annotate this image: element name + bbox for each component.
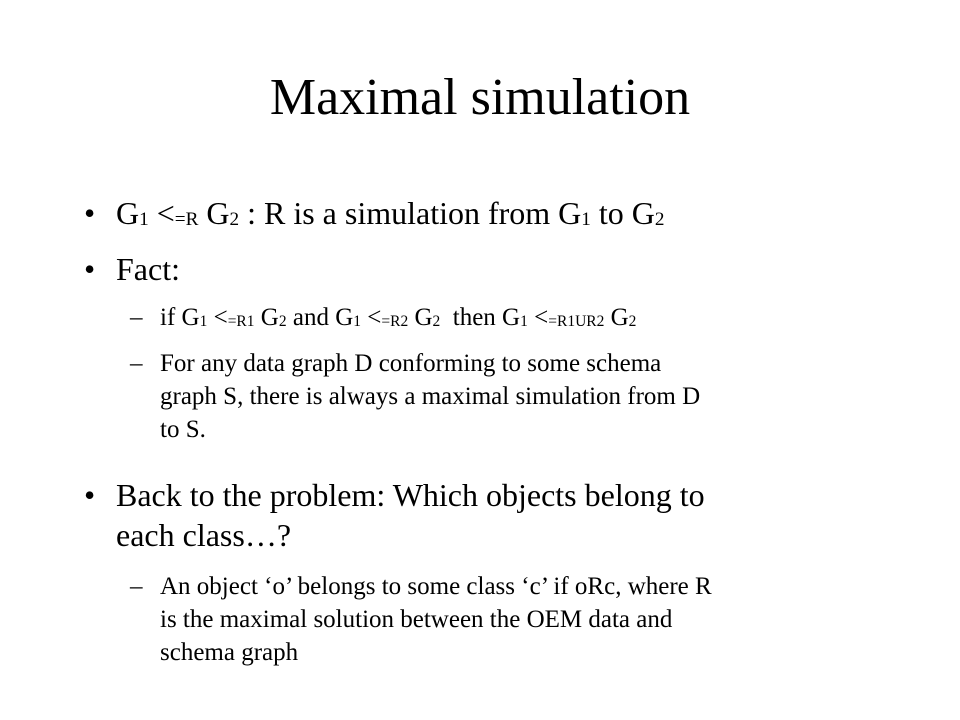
subscript: 2	[654, 208, 665, 230]
subscript: 2	[278, 312, 287, 330]
slide-title: Maximal simulation	[269, 69, 691, 126]
sub-bullet-object-class	[130, 570, 890, 669]
bullet-marker: •	[84, 477, 96, 513]
text-run: G	[116, 195, 140, 231]
text-run: G	[198, 195, 230, 231]
subscript: 1	[520, 312, 528, 330]
dash-marker: –	[130, 304, 143, 331]
text-run: : R is a simulation from G	[239, 195, 582, 231]
text-line: to S.	[160, 416, 206, 443]
subscript: 1	[581, 208, 591, 230]
text-run: <	[207, 304, 228, 331]
subscript: 1	[139, 208, 149, 230]
text-line: Back to the problem: Which objects belong to	[116, 477, 705, 513]
text-run: G	[254, 304, 279, 331]
text-line: each class…?	[116, 517, 292, 553]
text-run: to G	[590, 195, 655, 231]
subscript: =R	[174, 208, 199, 230]
text-line: For any data graph D conforming to some schema	[160, 350, 662, 377]
bullet-simulation-definition	[84, 193, 896, 239]
subscript: =R1UR2	[548, 312, 605, 330]
subscript: =R2	[381, 312, 409, 330]
text-run: <	[361, 304, 382, 331]
text-line: is the maximal solution between the OEM data and	[160, 606, 673, 633]
bullet-fact	[84, 249, 896, 289]
text-run: <	[527, 304, 549, 331]
text-line: graph S, there is always a maximal simulation from D	[160, 383, 701, 410]
text-run: <	[148, 195, 175, 231]
subscript: 2	[432, 312, 441, 330]
dash-marker: –	[130, 350, 143, 377]
bullet-back-to-problem	[84, 475, 896, 555]
subscript: 2	[628, 312, 637, 330]
sub-bullet-union	[130, 301, 890, 337]
text-run: Fact:	[116, 251, 180, 287]
text-run: G	[604, 304, 629, 331]
text-line: schema graph	[160, 639, 299, 666]
text-run: then G	[440, 304, 521, 331]
dash-marker: –	[130, 573, 143, 600]
subscript: 2	[229, 208, 240, 230]
sub-bullet-maximal-simulation	[130, 347, 890, 446]
subscript: =R1	[227, 312, 255, 330]
text-run: G	[408, 304, 433, 331]
bullet-marker: •	[84, 195, 96, 231]
text-line: An object ‘o’ belongs to some class ‘c’ if oRc, where R	[160, 573, 712, 600]
subscript: 1	[199, 312, 208, 330]
bullet-marker: •	[84, 251, 96, 287]
text-run: and G	[286, 304, 354, 331]
text-run: if G	[160, 304, 200, 331]
subscript: 1	[353, 312, 361, 330]
